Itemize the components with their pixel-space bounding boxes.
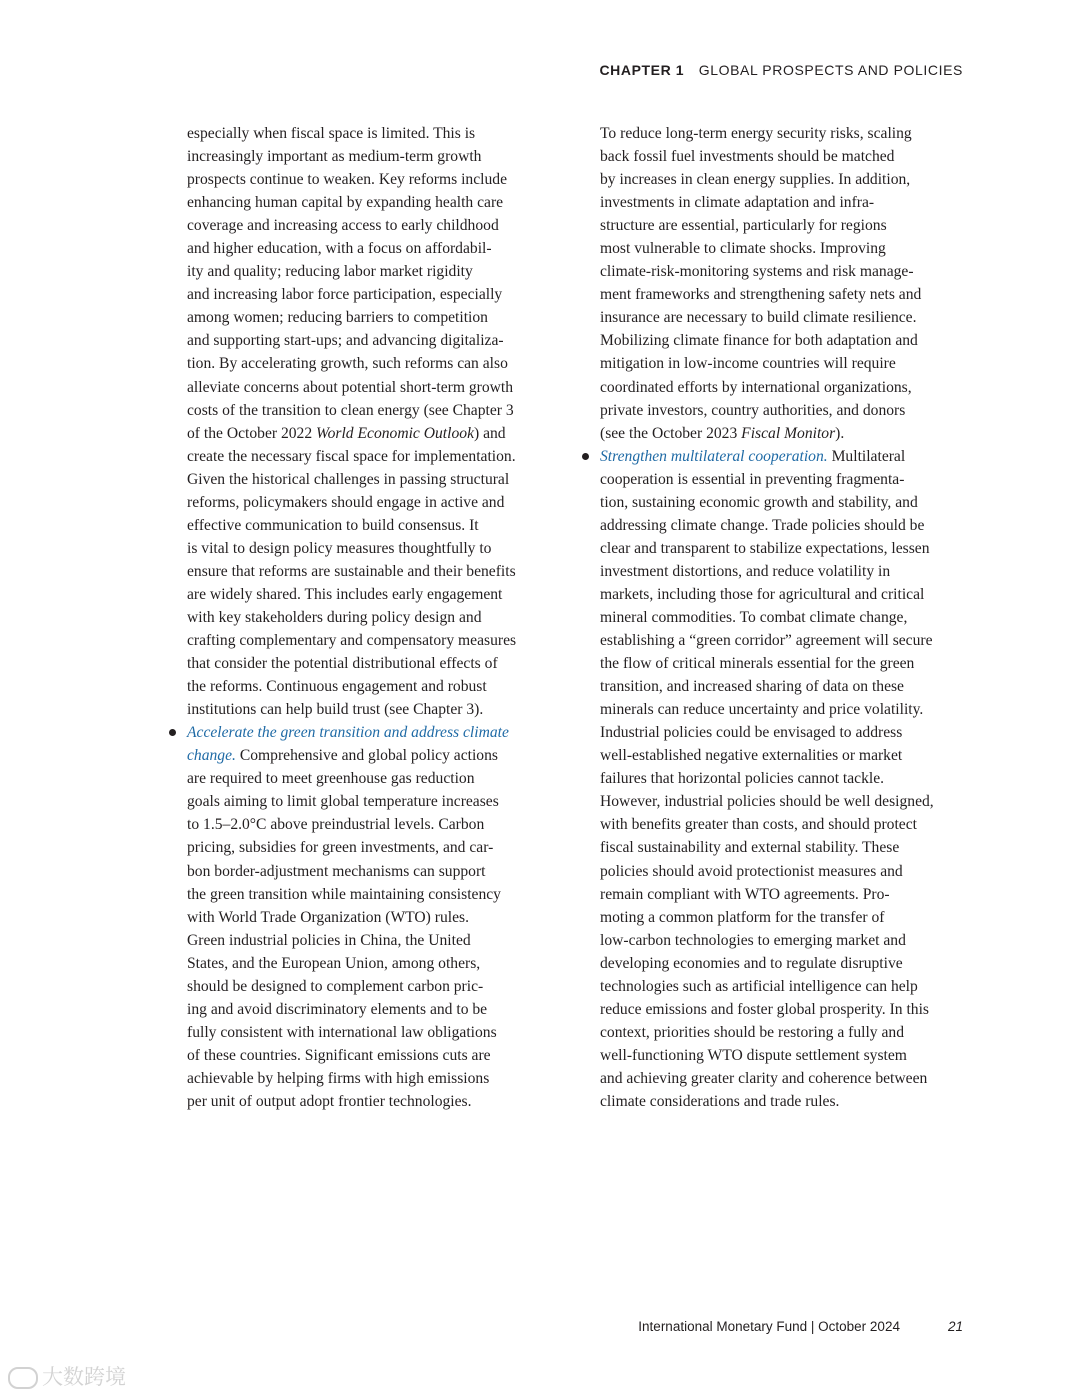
text-line: per unit of output adopt frontier technologies. <box>187 1092 472 1110</box>
text-line: are widely shared. This includes early engagement <box>187 585 503 603</box>
text-line: coordinated efforts by international organizations, <box>600 378 912 396</box>
text-line: markets, including those for agricultural and critical <box>600 585 925 603</box>
bullet-item-green-transition <box>187 721 553 1113</box>
text-line: Industrial policies could be envisaged to address <box>600 724 903 742</box>
text-line: ensure that reforms are sustainable and their benefits <box>187 562 516 580</box>
text-line: ment frameworks and strengthening safety nets and <box>600 286 922 304</box>
text-line: ing and avoid discriminatory elements and to be <box>187 1000 488 1018</box>
text-line: costs of the transition to clean energy (see Chapter 3 <box>187 401 514 419</box>
text-line: of the October 2022 World Economic Outlook) and <box>187 424 506 442</box>
bullet-lead: Accelerate the green transition and address climate <box>187 724 509 742</box>
text-line: back fossil fuel investments should be matched <box>600 148 895 166</box>
bullet-lead: Strengthen multilateral cooperation. <box>600 447 828 465</box>
text-line: effective communication to build consensus. It <box>187 516 479 534</box>
left-para-lines-2 <box>187 445 553 722</box>
chapter-label: CHAPTER 1 <box>599 62 685 78</box>
text-line: mineral commodities. To combat climate change, <box>600 608 908 626</box>
text-line: the reforms. Continuous engagement and robust <box>187 678 487 696</box>
text-line: climate considerations and trade rules. <box>600 1092 840 1110</box>
text-line: pricing, subsidies for green investments, and car- <box>187 839 494 857</box>
text-line: However, industrial policies should be well designed, <box>600 793 934 811</box>
left-para-lines <box>187 122 553 422</box>
watermark-logo-icon <box>8 1367 38 1389</box>
text-line: with benefits greater than costs, and should protect <box>600 816 917 834</box>
text-line: policies should avoid protectionist measures and <box>600 862 903 880</box>
footer-source: International Monetary Fund | October 2024 <box>638 1319 900 1334</box>
right-column <box>600 122 966 1113</box>
text-line: are required to meet greenhouse gas reduction <box>187 770 475 788</box>
text-line: most vulnerable to climate shocks. Improving <box>600 240 886 258</box>
watermark-text: 大数跨境 <box>42 1365 126 1389</box>
text-line: coverage and increasing access to early childhood <box>187 217 499 235</box>
right-paragraph <box>600 122 966 445</box>
text-line: Green industrial policies in China, the United <box>187 931 471 949</box>
publication-title: Fiscal Monitor <box>741 424 836 442</box>
text-line: To reduce long-term energy security risks, scaling <box>600 125 912 142</box>
text-line: with World Trade Organization (WTO) rules. <box>187 908 469 926</box>
text-line: reduce emissions and foster global prosperity. In this <box>600 1000 929 1018</box>
text-line: private investors, country authorities, and donors <box>600 401 906 419</box>
publication-title: World Economic Outlook <box>316 424 474 442</box>
text-line: and supporting start-ups; and advancing digitaliza- <box>187 332 504 350</box>
text-line: insurance are necessary to build climate resilience. <box>600 309 917 327</box>
text-line: the flow of critical minerals essential for the green <box>600 655 915 673</box>
text-line: Given the historical challenges in passing structural <box>187 470 510 488</box>
text-line: enhancing human capital by expanding health care <box>187 194 504 212</box>
watermark <box>8 1361 126 1391</box>
text-line: reforms, policymakers should engage in active and <box>187 493 505 511</box>
bullet-lead: change. <box>187 747 236 765</box>
text-line: cooperation is essential in preventing fragmenta- <box>600 470 905 488</box>
text-line: ity and quality; reducing labor market rigidity <box>187 263 473 281</box>
text-line: with key stakeholders during policy design and <box>187 608 482 626</box>
running-header <box>599 62 963 78</box>
text-line: crafting complementary and compensatory measures <box>187 632 517 650</box>
text-line: low-carbon technologies to emerging market and <box>600 931 906 949</box>
text-line: minerals can reduce uncertainty and price volatility. <box>600 701 924 719</box>
text-line: institutions can help build trust (see Chapter 3). <box>187 701 484 719</box>
text-line <box>187 721 553 744</box>
text-line: establishing a “green corridor” agreement will secure <box>600 632 933 650</box>
left-paragraph <box>187 122 553 721</box>
bullet-body-lines <box>600 468 966 1113</box>
page-footer <box>638 1319 963 1334</box>
text-line: bon border-adjustment mechanisms can support <box>187 862 486 880</box>
text-line: goals aiming to limit global temperature increases <box>187 793 499 811</box>
text-line: the green transition while maintaining consistency <box>187 885 501 903</box>
page-number: 21 <box>947 1319 963 1334</box>
text-line: Strengthen multilateral cooperation. Multilateral <box>600 447 906 465</box>
text-line: States, and the European Union, among others, <box>187 954 481 972</box>
text-line: context, priorities should be restoring a fully and <box>600 1023 905 1041</box>
text-line: especially when fiscal space is limited. This is <box>187 125 476 142</box>
text-line: structure are essential, particularly for regions <box>600 217 887 235</box>
text-line: increasingly important as medium-term growth <box>187 148 482 166</box>
left-column <box>187 122 553 1113</box>
text-line: should be designed to complement carbon pric- <box>187 977 484 995</box>
text-line: developing economies and to regulate disruptive <box>600 954 903 972</box>
text-line: investment distortions, and reduce volatility in <box>600 562 891 580</box>
bullet-icon <box>169 729 176 736</box>
text-line: technologies such as artificial intelligence can help <box>600 977 918 995</box>
text-line: and increasing labor force participation, especially <box>187 286 503 304</box>
right-para-lines <box>600 122 966 422</box>
text-line: of these countries. Significant emissions cuts are <box>187 1046 491 1064</box>
text-line: addressing climate change. Trade policies should be <box>600 516 925 534</box>
text-line: moting a common platform for the transfer of <box>600 908 885 926</box>
text-line: change. Comprehensive and global policy actions <box>187 747 498 765</box>
text-line: create the necessary fiscal space for implementation. <box>187 447 516 465</box>
text-line: well-functioning WTO dispute settlement system <box>600 1046 907 1064</box>
text-line: investments in climate adaptation and infra- <box>600 194 875 212</box>
text-line: is vital to design policy measures thoughtfully to <box>187 539 492 557</box>
text-line: and achieving greater clarity and coherence between <box>600 1069 928 1087</box>
text-line: among women; reducing barriers to competition <box>187 309 488 327</box>
text-line: alleviate concerns about potential short-term growth <box>187 378 514 396</box>
text-line: mitigation in low-income countries will require <box>600 355 896 373</box>
text-line: Mobilizing climate finance for both adaptation and <box>600 332 918 350</box>
text-line: tion. By accelerating growth, such reforms can also <box>187 355 508 373</box>
text-line: well-established negative externalities or market <box>600 747 903 765</box>
text-line: tion, sustaining economic growth and stability, and <box>600 493 918 511</box>
text-line: fully consistent with international law obligations <box>187 1023 497 1041</box>
text-line: climate-risk-monitoring systems and risk manage- <box>600 263 914 281</box>
text-line: to 1.5–2.0°C above preindustrial levels. Carbon <box>187 816 485 834</box>
text-line: prospects continue to weaken. Key reforms include <box>187 171 507 189</box>
text-line: achievable by helping firms with high emissions <box>187 1069 490 1087</box>
text-line: by increases in clean energy supplies. In addition, <box>600 171 911 189</box>
text-line: and higher education, with a focus on affordabil- <box>187 240 492 258</box>
bullet-body-lines <box>187 767 553 1113</box>
bullet-icon <box>582 453 589 460</box>
text-line: clear and transparent to stabilize expectations, lessen <box>600 539 930 557</box>
text-line: (see the October 2023 Fiscal Monitor). <box>600 424 845 442</box>
text-line: that consider the potential distributional effects of <box>187 655 498 673</box>
text-line: failures that horizontal policies cannot tackle. <box>600 770 885 788</box>
bullet-item-multilateral-cooperation <box>600 445 966 1113</box>
text-line: fiscal sustainability and external stability. These <box>600 839 900 857</box>
chapter-title: GLOBAL PROSPECTS AND POLICIES <box>698 62 963 78</box>
text-line: remain compliant with WTO agreements. Pro- <box>600 885 890 903</box>
text-line: transition, and increased sharing of data on these <box>600 678 904 696</box>
